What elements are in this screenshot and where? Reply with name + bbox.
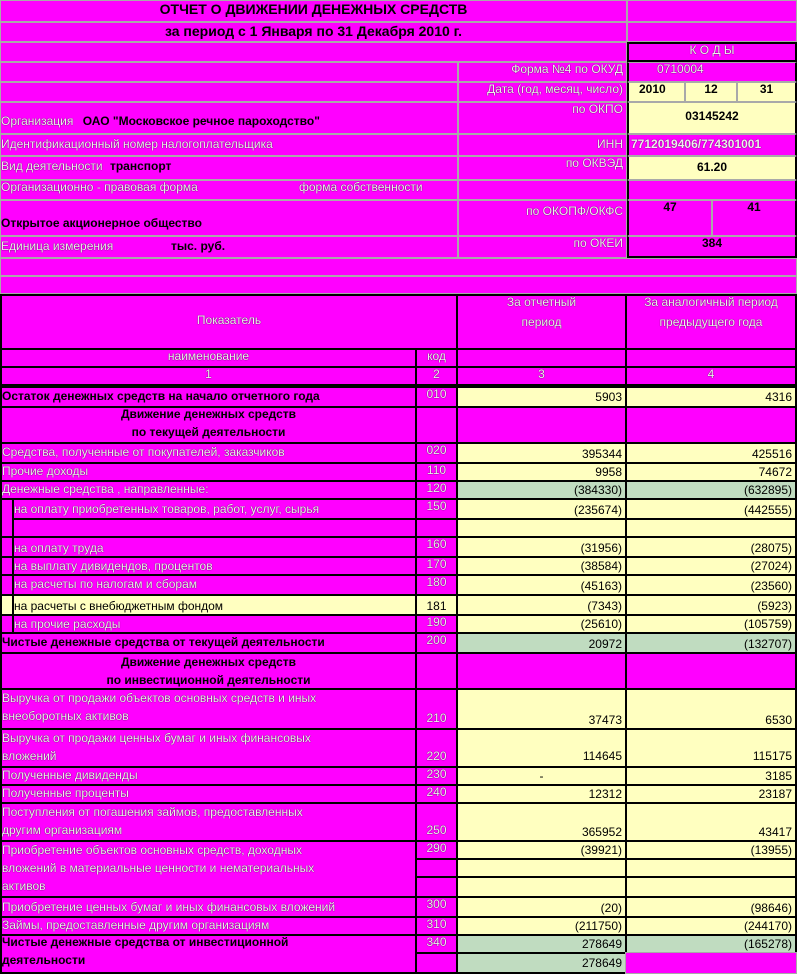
- row-cur-170: (38584): [456, 556, 627, 576]
- header-blank: [0, 82, 458, 102]
- row-cur-110: 9958: [456, 462, 627, 482]
- row-prev-150: (442555): [625, 498, 797, 520]
- inn-code: 7712019406/774301001: [627, 134, 797, 156]
- row-cur-220: 114645: [456, 728, 627, 768]
- header-blank: [627, 180, 797, 200]
- row-label-200: Чистые денежные средства от текущей деятельности: [0, 632, 417, 654]
- row-label-170: на выплату дивидендов, процентов: [12, 556, 417, 576]
- row-prev-250: 43417: [625, 802, 797, 842]
- col-num-2: 2: [415, 366, 458, 386]
- row-label-020: Средства, полученные от покупателей, заказчиков: [0, 442, 417, 464]
- okfs-code: 41: [712, 200, 797, 236]
- row-code-010: 010: [415, 386, 458, 408]
- col-current-line2: период: [521, 314, 562, 329]
- row-label-230: Полученные дивиденды: [0, 766, 417, 786]
- report-title: ОТЧЕТ О ДВИЖЕНИИ ДЕНЕЖНЫХ СРЕДСТВ: [0, 0, 627, 22]
- okved-label: по ОКВЭД: [458, 156, 627, 180]
- row-prev-200: (132707): [625, 632, 797, 654]
- section-blank: [625, 406, 797, 444]
- row-code-220: 220: [415, 728, 458, 768]
- row-label-150: на оплату приобретенных товаров, работ, услуг, сырья: [12, 498, 417, 520]
- section-investing-line2: по инвестиционной деятельности: [106, 672, 311, 687]
- row-code-310: 310: [415, 916, 458, 936]
- row-prev-340: (165278): [625, 934, 797, 954]
- row-code-190: 190: [415, 614, 458, 634]
- row-cur-190: (25610): [456, 614, 627, 634]
- row-label-300: Приобретение ценных бумаг и иных финансовых вложений: [0, 896, 417, 918]
- row-prev-170: (27024): [625, 556, 797, 576]
- inn-prefix: ИНН: [458, 134, 627, 156]
- row-blank: [12, 518, 417, 538]
- okpo-label: по ОКПО: [458, 102, 627, 134]
- okei-code: 384: [627, 236, 797, 258]
- row-cur-200: 20972: [456, 632, 627, 654]
- row-label-290-line3: активов: [2, 878, 46, 893]
- row-blank: [625, 876, 797, 898]
- row-code-210: 210: [415, 688, 458, 730]
- row-label-220-line2: вложений: [2, 748, 57, 763]
- spacer-row: [0, 258, 797, 276]
- row-cur-181: (7343): [456, 594, 627, 616]
- org-row: [0, 102, 458, 134]
- row-prev-110: 74672: [625, 462, 797, 482]
- row-label-210-line1: Выручка от продажи объектов основных средств и иных: [2, 691, 317, 705]
- okved-code: 61.20: [627, 156, 797, 180]
- col-prior-line2: предыдущего года: [659, 314, 763, 329]
- row-blank: [456, 518, 627, 538]
- date-label: Дата (год, месяц, число): [458, 82, 627, 102]
- row-prev-220: 115175: [625, 728, 797, 768]
- row-blank: [415, 952, 458, 974]
- ownership-label: форма собственности: [299, 180, 423, 194]
- legal-form-row: [0, 180, 458, 200]
- row-cur-340: 278649: [456, 934, 627, 954]
- row-label-240: Полученные проценты: [0, 784, 417, 804]
- unit-value: тыс. руб.: [171, 239, 226, 253]
- row-label-220: [0, 728, 417, 768]
- row-prev-310: (244170): [625, 916, 797, 936]
- row-prev-240: 23187: [625, 784, 797, 804]
- row-cur-210: 37473: [456, 688, 627, 730]
- col-prior-line1: За аналогичный период: [644, 295, 778, 309]
- codes-header: К О Д Ы: [627, 42, 797, 62]
- row-label-160: на оплату труда: [12, 536, 417, 558]
- header-blank: [625, 348, 797, 368]
- legal-form-value: Открытое акционерное общество: [0, 200, 458, 236]
- row-blank: [625, 518, 797, 538]
- activity-row: [0, 156, 458, 180]
- row-code-110: 110: [415, 462, 458, 482]
- row-cur-290: (39921): [456, 840, 627, 860]
- legal-form-label: Организационно - правовая форма: [1, 180, 198, 194]
- col-current-header: [456, 294, 627, 350]
- col-code-header: код: [415, 348, 458, 368]
- row-prev-290: (13955): [625, 840, 797, 860]
- unit-label: Единица измерения: [1, 239, 114, 253]
- okei-label: по ОКЕИ: [458, 236, 627, 258]
- row-code-250: 250: [415, 802, 458, 842]
- section-investing: [0, 652, 417, 690]
- row-cur-120: (384330): [456, 480, 627, 500]
- unit-row: [0, 236, 458, 258]
- row-code-181: 181: [415, 594, 458, 616]
- row-label-010: Остаток денежных средств на начало отчетного года: [0, 386, 417, 408]
- okopf-label: по ОКОПФ/ОКФС: [458, 200, 627, 236]
- row-blank: [456, 876, 627, 898]
- row-label-110: Прочие доходы: [0, 462, 417, 482]
- date-year: 2010: [627, 82, 685, 102]
- row-label-190: на прочие расходы: [12, 614, 417, 634]
- row-cur-160: (31956): [456, 536, 627, 558]
- row-prev-181: (5923): [625, 594, 797, 616]
- row-label-340: [0, 934, 417, 974]
- header-blank: [458, 180, 627, 200]
- row-prev-230: 3185: [625, 766, 797, 786]
- row-label-290-line1: Приобретение объектов основных средств, доходных: [2, 843, 302, 857]
- row-code-300: 300: [415, 896, 458, 918]
- row-label-250-line2: другим организациям: [2, 822, 123, 837]
- row-prev-300: (98646): [625, 896, 797, 918]
- section-blank: [456, 406, 627, 444]
- row-cur-230: -: [456, 766, 627, 786]
- row-blank: [625, 952, 797, 974]
- okpo-code: 03145242: [627, 102, 797, 134]
- row-prev-160: (28075): [625, 536, 797, 558]
- row-label-181: на расчеты с внебюджетным фондом: [12, 594, 417, 616]
- section-operating-line1: Движение денежных средств: [120, 407, 297, 421]
- org-label: Организация: [1, 114, 74, 128]
- okopf-code: 47: [627, 200, 712, 236]
- row-cur-300: (20): [456, 896, 627, 918]
- section-investing-line1: Движение денежных средств: [120, 655, 297, 669]
- row-code-180: 180: [415, 574, 458, 596]
- row-prev-120: (632895): [625, 480, 797, 500]
- row-label-250-line1: Поступления от погашения займов, предоставленных: [2, 805, 303, 819]
- section-blank: [456, 652, 627, 690]
- row-prev-210: 6530: [625, 688, 797, 730]
- col-current-line1: За отчетный: [506, 295, 577, 309]
- form-label: Форма №4 по ОКУД: [458, 62, 627, 82]
- header-blank: [0, 62, 458, 82]
- row-label-340-line2: деятельности: [2, 952, 86, 967]
- org-name: ОАО "Московское речное пароходство": [82, 114, 320, 128]
- row-code-120: 120: [415, 480, 458, 500]
- section-blank: [415, 406, 458, 444]
- row-blank: [415, 518, 458, 538]
- row-blank: [415, 858, 458, 878]
- col-num-1: 1: [0, 366, 417, 386]
- date-day: 31: [737, 82, 797, 102]
- report-period: за период с 1 Января по 31 Декабря 2010 г.: [0, 22, 627, 42]
- row-label-340-line1: Чистые денежные средства от инвестиционной: [2, 935, 289, 949]
- date-month: 12: [685, 82, 737, 102]
- spacer-row: [0, 276, 797, 294]
- row-label-250: [0, 802, 417, 842]
- activity-value: транспорт: [109, 159, 172, 173]
- col-num-4: 4: [625, 366, 797, 386]
- row-label-290-line2: вложений в материальные ценности и нематериальных: [2, 860, 315, 875]
- form-code: 0710004: [627, 62, 797, 82]
- row-cur-180: (45163): [456, 574, 627, 596]
- row-code-150: 150: [415, 498, 458, 520]
- row-label-220-line1: Выручка от продажи ценных бумаг и иных финансовых: [2, 731, 311, 745]
- row-cur-010: 5903: [456, 386, 627, 408]
- section-blank: [415, 652, 458, 690]
- row-blank: [415, 876, 458, 898]
- header-blank: [627, 22, 797, 42]
- section-operating: [0, 406, 417, 444]
- row-cur-240: 12312: [456, 784, 627, 804]
- row-label-290: [0, 840, 417, 898]
- col-indicator-header: Показатель: [0, 294, 458, 350]
- activity-label: Вид деятельности: [1, 159, 103, 173]
- section-blank: [625, 652, 797, 690]
- row-cur-150: (235674): [456, 498, 627, 520]
- row-code-290: 290: [415, 840, 458, 860]
- col-num-3: 3: [456, 366, 627, 386]
- row-cur-340-dup: 278649: [456, 952, 627, 974]
- header-blank: [627, 0, 797, 22]
- row-blank: [456, 858, 627, 878]
- row-code-230: 230: [415, 766, 458, 786]
- row-code-240: 240: [415, 784, 458, 804]
- row-prev-020: 425516: [625, 442, 797, 464]
- row-prev-010: 4316: [625, 386, 797, 408]
- row-code-170: 170: [415, 556, 458, 576]
- row-code-160: 160: [415, 536, 458, 558]
- row-prev-180: (23560): [625, 574, 797, 596]
- header-blank: [0, 42, 627, 62]
- section-operating-line2: по текущей деятельности: [131, 424, 286, 439]
- row-code-200: 200: [415, 632, 458, 654]
- row-label-120: Денежные средства , направленные:: [0, 480, 417, 500]
- row-prev-190: (105759): [625, 614, 797, 634]
- row-code-020: 020: [415, 442, 458, 464]
- inn-label: Идентификационный номер налогоплательщика: [0, 134, 458, 156]
- row-label-210-line2: внеоборотных активов: [2, 708, 129, 723]
- col-name-header: наименование: [0, 348, 417, 368]
- col-prior-header: [625, 294, 797, 350]
- row-code-340: 340: [415, 934, 458, 954]
- row-label-180: на расчеты по налогам и сборам: [12, 574, 417, 596]
- row-label-310: Займы, предоставленные другим организациям: [0, 916, 417, 936]
- row-label-210: [0, 688, 417, 730]
- row-blank: [625, 858, 797, 878]
- row-cur-250: 365952: [456, 802, 627, 842]
- row-cur-310: (211750): [456, 916, 627, 936]
- header-blank: [456, 348, 627, 368]
- row-cur-020: 395344: [456, 442, 627, 464]
